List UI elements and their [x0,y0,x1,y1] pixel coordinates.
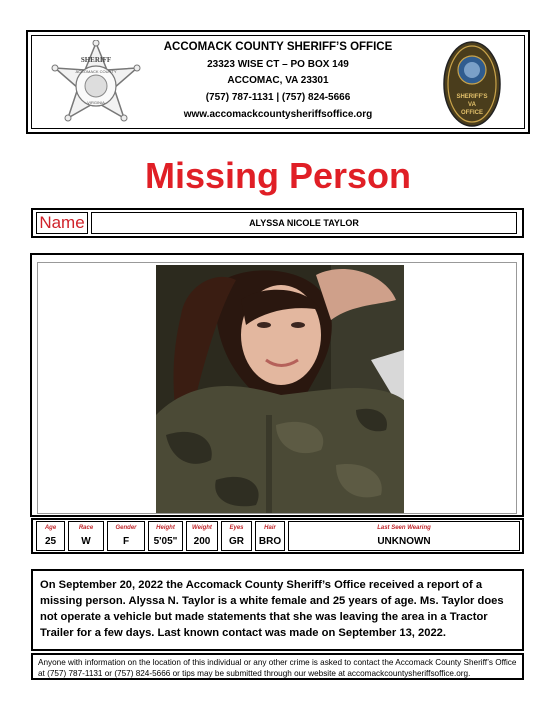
hair-label: Hair [264,525,276,531]
race-value: W [81,536,91,547]
height-label: Height [156,525,175,531]
last-seen-cell [288,521,520,551]
phone-numbers: (757) 787-1131 | (757) 824-5666 [205,92,351,103]
hair-value: BRO [258,536,282,547]
missing-person-photo [156,265,404,513]
height-value: 5'05" [153,536,178,547]
weight-label: Weight [192,525,212,531]
race-cell [68,521,104,551]
website-link[interactable]: www.accomackcountysheriffsoffice.org [183,109,373,120]
eyes-label: Eyes [229,525,244,531]
address-line-2: ACCOMAC, VA 23301 [227,75,329,86]
patch-text-3: OFFICE [461,110,483,116]
age-value: 25 [44,536,57,547]
address-line-1: 23323 WISE CT – PO BOX 149 [207,59,349,70]
description-text: On September 20, 2022 the Accomack County Sheriff’s Office received a report of a missing person. Alyssa N. Taylor is a white female and 25 years of age. Ms. Taylor does not operate a vehicle but made statements that she was leaving the area in a Tractor Trailer for a few days. Last known contact was made on September 13, 2022. [40,579,504,639]
eyes-value: GR [229,536,244,547]
patch-text-1: SHERIFF'S [456,94,488,100]
footer-text: Anyone with information on the location of this individual or any other crime is asked to contact the Accomack County Sheriff’s Office at (757) 787-1131 or (757) 824-5666 or tips may be submitted through our website at accomackcountysheriffsoffice.org. [38,658,517,678]
gender-cell [107,521,145,551]
badge-bottom-text: VIRGINIA [87,100,105,105]
page-title: Missing Person [144,155,412,196]
hair-cell [255,521,285,551]
badge-top-text: SHERIFF [80,56,112,64]
gender-value: F [122,536,130,547]
gender-label: Gender [115,525,137,531]
last-seen-value: UNKNOWN [377,536,431,547]
name-label: Name [36,212,88,234]
weight-cell [186,521,218,551]
sheriff-office-patch-icon [442,40,502,128]
last-seen-label: Last Seen Wearing [377,525,431,531]
badge-ring-text: ACCOMACK COUNTY [75,69,117,74]
patch-text-2: VA [468,102,476,108]
age-cell [36,521,65,551]
name-value: ALYSSA NICOLE TAYLOR [91,212,517,234]
height-cell [148,521,183,551]
age-label: Age [44,525,57,531]
weight-value: 200 [193,536,211,547]
office-name: ACCOMACK COUNTY SHERIFF’S OFFICE [163,41,393,53]
eyes-cell [221,521,252,551]
race-label: Race [78,525,94,531]
